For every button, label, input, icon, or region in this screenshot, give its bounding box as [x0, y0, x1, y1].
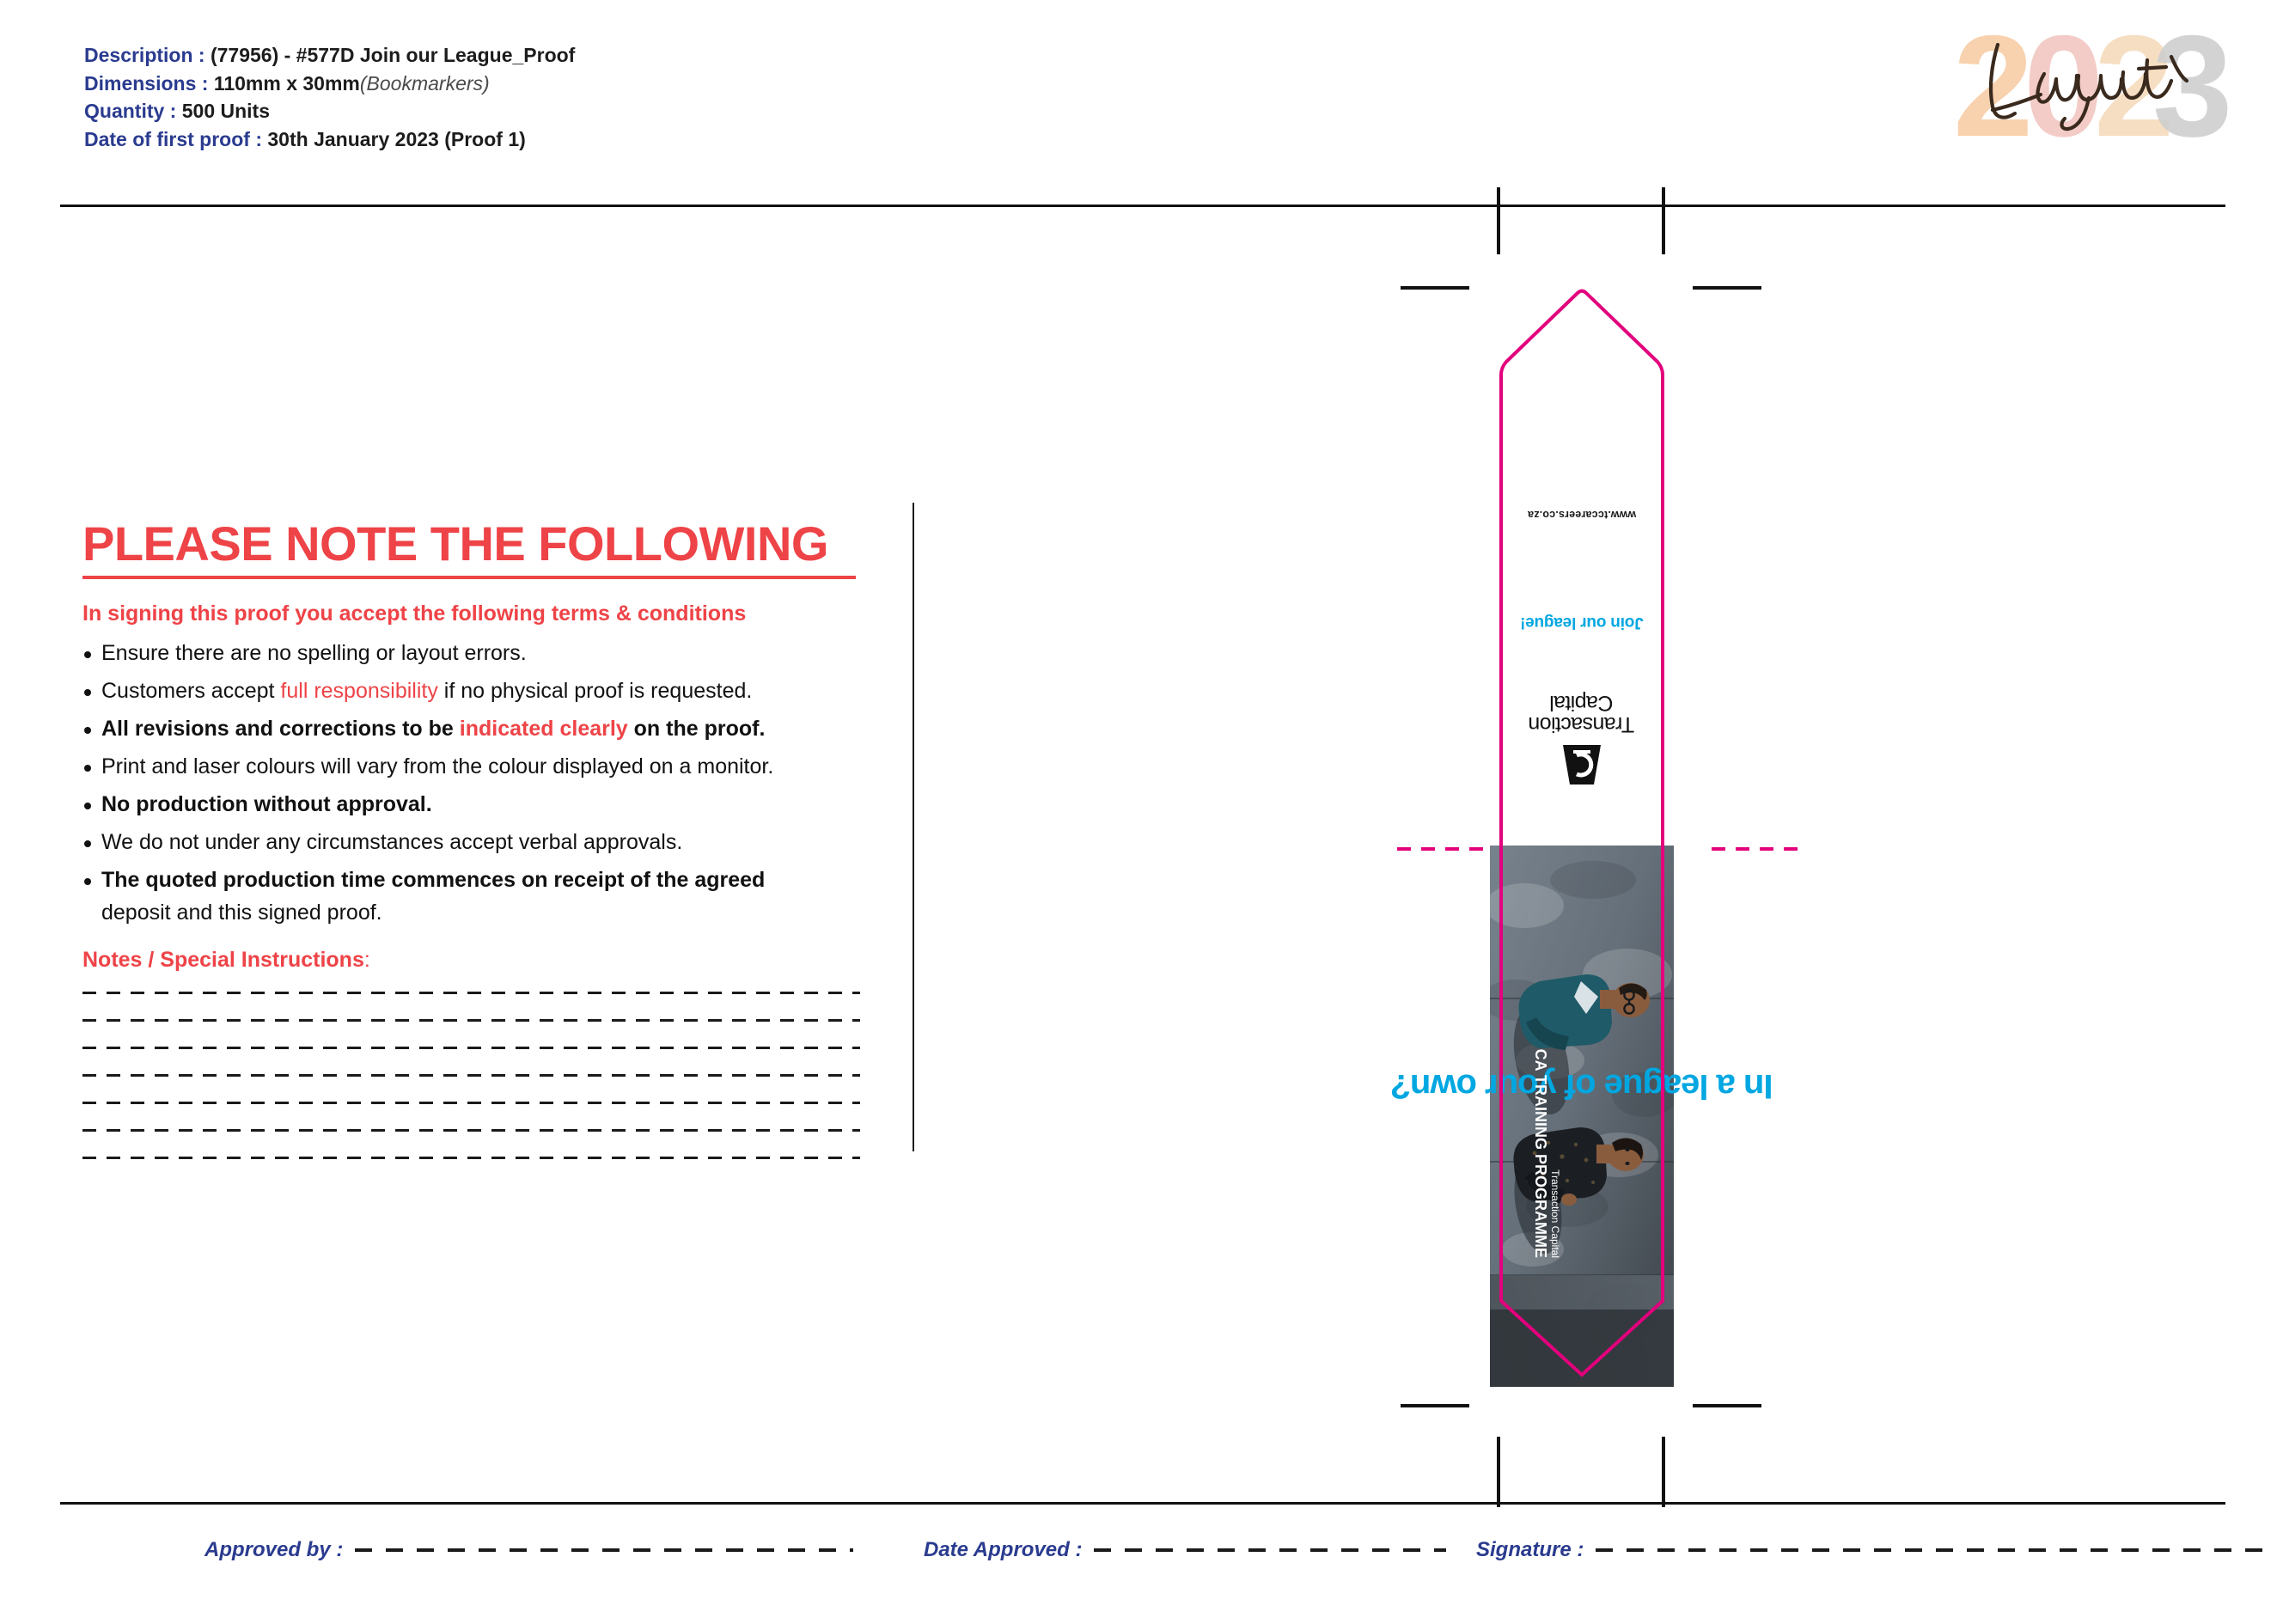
term-item-7-continuation: deposit and this signed proof.	[101, 901, 382, 925]
join-our-league-text: Join our league!	[1520, 614, 1644, 632]
term-item-6	[82, 830, 890, 854]
meta-label-quantity: Quantity :	[84, 100, 177, 123]
website-url: www.tccareers.co.za	[1527, 509, 1637, 521]
signature-line[interactable]	[1596, 1548, 2266, 1552]
term-text: Print and laser colours will vary from the colour displayed on a monitor.	[101, 754, 774, 778]
term-item-1	[82, 641, 890, 665]
bookmarker-artwork	[1390, 289, 1773, 1384]
notes-line[interactable]	[82, 1157, 860, 1159]
meta-row-quantity	[84, 97, 575, 125]
notes-line[interactable]	[82, 1129, 860, 1132]
bookmarker-reverse-panel	[1499, 289, 1665, 847]
term-item-7	[82, 868, 890, 892]
term-text: We do not under any circumstances accept verbal approvals.	[101, 830, 683, 854]
crop-mark-bottom-right-horizontal	[1693, 1404, 1761, 1407]
meta-value-date-of-first-proof: 30th January 2023 (Proof 1)	[267, 127, 526, 150]
svg-text:3: 3	[2152, 7, 2233, 162]
programme-stack	[1531, 974, 1561, 1258]
term-text: The quoted production time commences on receipt of the agreed	[101, 868, 766, 892]
crop-mark-top-right-vertical	[1662, 187, 1665, 254]
programme-block	[1499, 846, 1665, 1387]
transaction-capital-mark-icon	[1558, 742, 1606, 790]
terms-list	[82, 641, 890, 892]
signature-field[interactable]	[1476, 1538, 2266, 1562]
fold-mark-left	[1397, 847, 1490, 851]
meta-label-date-of-first-proof: Date of first proof :	[84, 127, 262, 150]
transaction-capital-wordmark	[1529, 693, 1634, 735]
approved-by-label: Approved by :	[204, 1538, 344, 1561]
notes-line[interactable]	[82, 1047, 860, 1049]
page-title: PLEASE NOTE THE FOLLOWING	[82, 520, 828, 568]
terms-and-conditions-panel	[82, 520, 890, 1184]
crop-mark-bottom-left-vertical	[1497, 1437, 1500, 1507]
date-approved-label: Date Approved :	[924, 1538, 1083, 1561]
bookmarker-front-panel	[1390, 846, 1773, 1387]
term-text: All revisions and corrections to be	[101, 717, 460, 741]
top-border-rule	[60, 205, 2225, 207]
headline-text: In a league of your own?	[1390, 1067, 1773, 1105]
brand-line-2: Capital	[1550, 691, 1614, 716]
notes-label-colon: :	[363, 948, 370, 972]
notes-section-label	[82, 948, 890, 973]
term-text-tail: on the proof.	[627, 717, 766, 741]
meta-label-dimensions: Dimensions :	[84, 71, 209, 95]
approved-by-field[interactable]	[204, 1538, 853, 1562]
term-item-2	[82, 679, 890, 703]
notes-line[interactable]	[82, 992, 860, 994]
notes-line[interactable]	[82, 1019, 860, 1022]
term-text-tail: if no physical proof is requested.	[437, 679, 753, 703]
crop-mark-top-left-vertical	[1497, 187, 1500, 254]
meta-value-quantity: 500 Units	[181, 100, 270, 123]
term-item-3	[82, 717, 890, 741]
notes-label-text: Notes / Special Instructions	[82, 948, 364, 972]
meta-value-description: (77956) - #577D Join our League_Proof	[210, 44, 576, 66]
term-item-4	[82, 754, 890, 778]
page-title-underline	[82, 576, 856, 579]
term-text: Customers accept	[101, 679, 281, 703]
terms-subheading: In signing this proof you accept the following terms & conditions	[82, 601, 747, 626]
signoff-footer	[0, 1538, 2283, 1590]
transaction-capital-logo	[1499, 693, 1665, 790]
term-item-5	[82, 792, 890, 816]
meta-row-dimensions	[84, 70, 575, 98]
proof-meta-block	[84, 41, 575, 154]
crop-mark-bottom-left-horizontal	[1401, 1404, 1469, 1407]
svg-text:0: 0	[2024, 7, 2104, 162]
brand-line-1: Transaction	[1529, 712, 1635, 736]
notes-write-in-area[interactable]	[82, 992, 890, 1159]
meta-value-dimensions: 110mm x 30mm	[213, 71, 360, 95]
fold-mark-right	[1712, 847, 1804, 851]
term-text: Ensure there are no spelling or layout errors.	[101, 641, 527, 665]
crop-mark-bottom-right-vertical	[1662, 1437, 1665, 1507]
notes-line[interactable]	[82, 1074, 860, 1077]
term-text: No production without approval.	[101, 792, 432, 816]
programme-main-text: CA TRAINING PROGRAMME	[1532, 1048, 1549, 1258]
bottom-border-rule	[60, 1502, 2225, 1505]
layout-2023-logo	[1941, 7, 2250, 162]
notes-line[interactable]	[82, 1102, 860, 1104]
crop-mark-top-right-horizontal	[1693, 286, 1761, 290]
date-approved-field[interactable]	[924, 1538, 1446, 1562]
date-approved-line[interactable]	[1094, 1548, 1446, 1552]
svg-text:2: 2	[1953, 7, 2034, 162]
term-highlight: indicated clearly	[459, 717, 628, 741]
meta-row-description	[84, 41, 575, 70]
approved-by-line[interactable]	[355, 1548, 853, 1552]
signature-label: Signature :	[1476, 1538, 1584, 1561]
term-highlight: full responsibility	[280, 679, 438, 703]
column-divider	[913, 503, 914, 1151]
crop-mark-top-left-horizontal	[1401, 286, 1469, 290]
meta-row-date-of-first-proof	[84, 125, 575, 154]
meta-label-description: Description :	[84, 44, 205, 66]
programme-sub-text: Transaction Capital	[1549, 1169, 1561, 1258]
meta-value-dimensions-note: (Bookmarkers)	[359, 71, 490, 95]
svg-text:2: 2	[2094, 7, 2175, 162]
